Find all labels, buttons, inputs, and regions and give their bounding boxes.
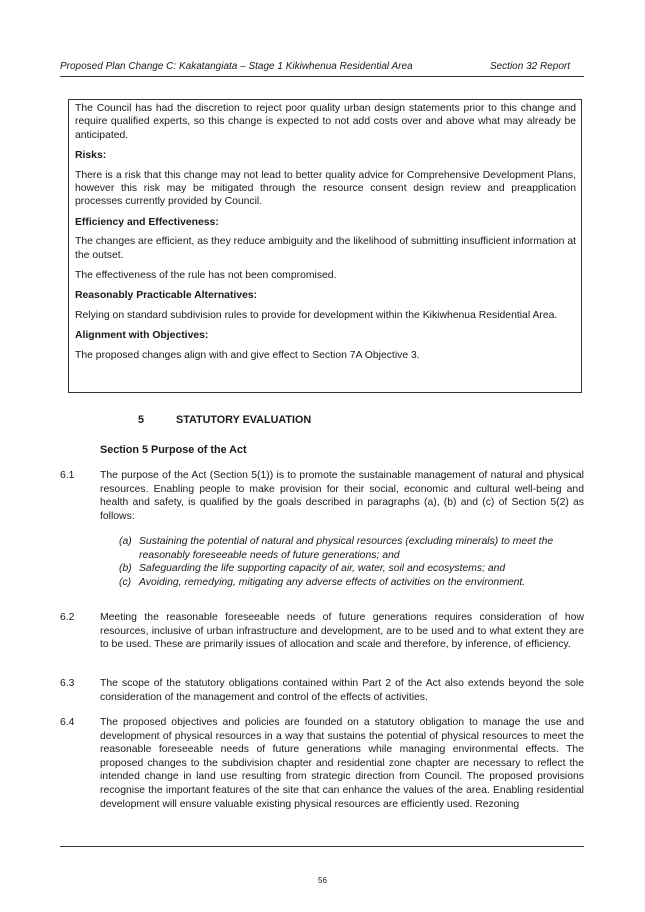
paragraph-number: 6.1 <box>60 470 75 481</box>
page-header <box>60 61 584 75</box>
paragraph-6-4 <box>60 716 584 811</box>
alignment-text: The proposed changes align with and give effect to Section 7A Objective 3. <box>75 349 420 361</box>
efficiency-text: The changes are efficient, as they reduce ambiguity and the likelihood of submitting insufficient information at the outset. <box>75 236 576 261</box>
section-number: 5 <box>138 414 145 426</box>
list-item <box>119 562 585 576</box>
paragraph-text: The proposed objectives and policies are founded on a statutory obligation to manage the use and development of physical resources in a way that sustains the potential of physical resources to meet the reasonable foreseeable needs of future generations while managing environmental effects. The proposed changes to the subdivision chapter and residential zone chapter are necessary to reflect the intended change in land use resulting from strategic direction from Council. The proposed provisions recognise the important features of the site that can enhance the values of the area. Enabling residential development will ensure valuable existing physical resources are efficiently used. Rezoning <box>100 717 584 810</box>
section-subheading: Section 5 Purpose of the Act <box>100 444 247 456</box>
list-item-label: (b) <box>119 563 132 575</box>
list-item-label: (a) <box>119 536 132 547</box>
paragraph-6-1 <box>60 469 584 523</box>
footer-rule <box>60 846 584 847</box>
list-item-text: Safeguarding the life supporting capacity of air, water, soil and ecosystems; and <box>139 563 506 575</box>
goals-list <box>119 535 585 589</box>
paragraph-6-2 <box>60 611 584 652</box>
paragraph-text: The scope of the statutory obligations contained within Part 2 of the Act also extends beyond the sole consideration of the management and control of the effects of activities. <box>100 678 584 703</box>
section-title: STATUTORY EVALUATION <box>176 414 312 426</box>
alternatives-text: Relying on standard subdivision rules to provide for development within the Kikiwhenua Residential Area. <box>75 309 558 321</box>
efficiency-heading: Efficiency and Effectiveness: <box>75 216 219 228</box>
box-intro-text: The Council has had the discretion to reject poor quality urban design statements prior to this change and require qualified experts, so this change is expected to not add costs over and above what may already be anticipated. <box>75 103 576 141</box>
paragraph-text: The purpose of the Act (Section 5(1)) is to promote the sustainable management of natural and physical resources. Enabling people to make provision for their social, economic and cultural well-being and health and safety, is qualified by the goals described in paragraphs (a), (b) and (c) of Section 5(2) as follows: <box>100 470 584 522</box>
paragraph-6-3 <box>60 677 584 704</box>
header-document-title: Proposed Plan Change C: Kakatangiata – Stage 1 Kikiwhenua Residential Area <box>60 61 413 72</box>
page-number: 56 <box>318 876 327 885</box>
list-item <box>119 576 585 590</box>
list-item-text: Sustaining the potential of natural and physical resources (excluding minerals) to meet the reasonably foreseeable needs of future generations; and <box>139 536 554 561</box>
evaluation-box <box>68 99 582 393</box>
header-rule <box>60 76 584 77</box>
alignment-heading: Alignment with Objectives: <box>75 330 209 342</box>
paragraph-number: 6.4 <box>60 717 75 728</box>
paragraph-number: 6.3 <box>60 678 75 689</box>
paragraph-number: 6.2 <box>60 612 75 623</box>
risks-heading: Risks: <box>75 150 107 162</box>
list-item-label: (c) <box>119 576 132 588</box>
risks-text: There is a risk that this change may not lead to better quality advice for Comprehensive Development Plans, however this risk may be mitigated through the resource consent design review and preapplication processes currently provided by Council. <box>75 169 576 208</box>
alternatives-heading: Reasonably Practicable Alternatives: <box>75 290 258 302</box>
list-item <box>119 535 585 562</box>
list-item-text: Avoiding, remedying, mitigating any adverse effects of activities on the environment. <box>139 576 526 588</box>
effectiveness-text: The effectiveness of the rule has not been compromised. <box>75 270 337 282</box>
header-section-label: Section 32 Report <box>489 61 570 72</box>
paragraph-text: Meeting the reasonable foreseeable needs of future generations requires consideration of how resources, inclusive of urban infrastructure and development, are to be used and to what extent they are to be used. These are primarily issues of allocation and scale and therefore, by inference, of efficiency. <box>100 612 584 651</box>
